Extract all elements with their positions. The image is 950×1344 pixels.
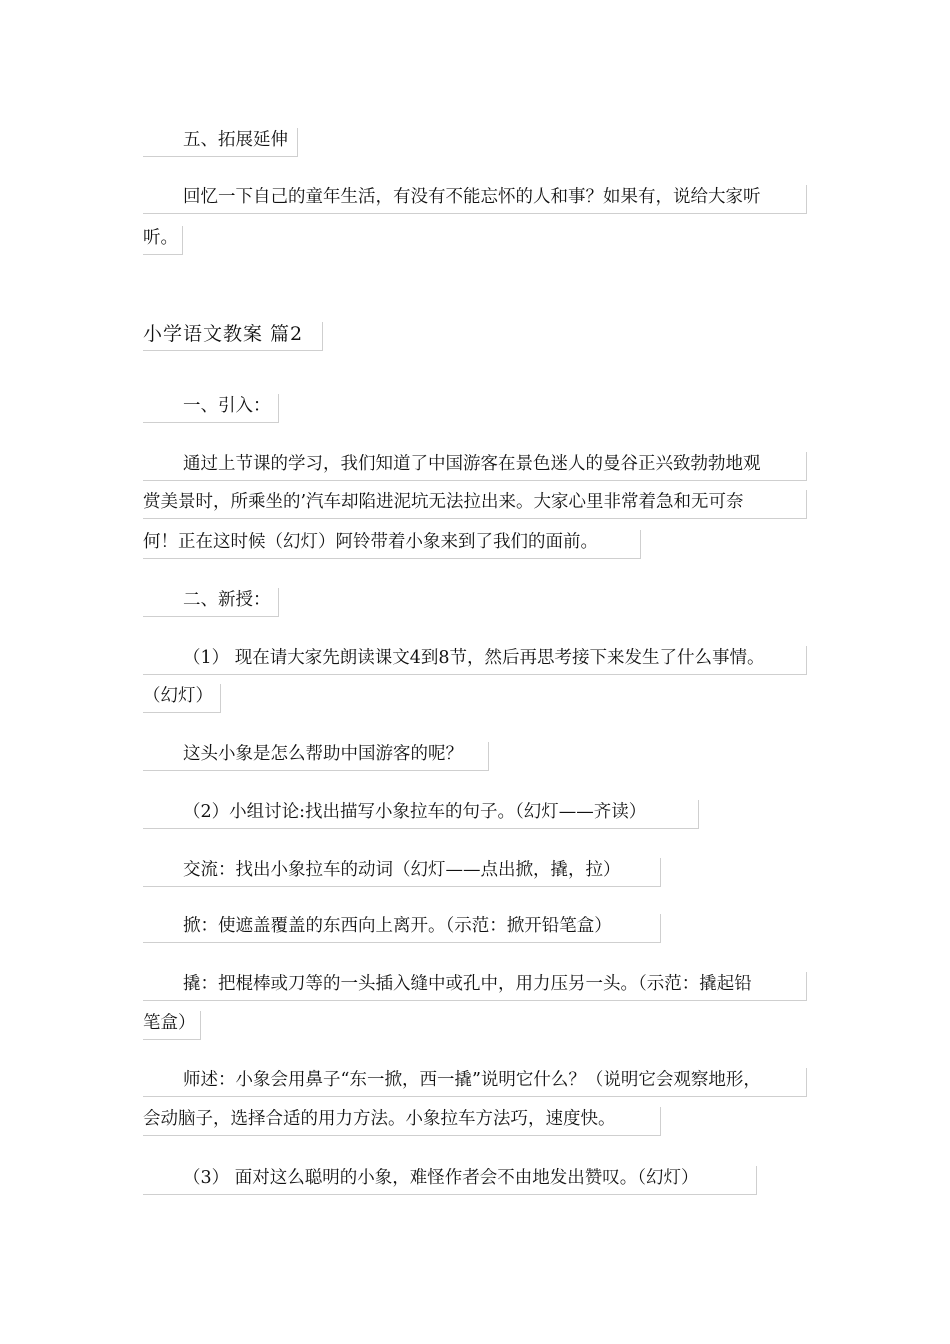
paragraph-line: 撬：把棍棒或刀等的一头插入缝中或孔中，用力压另一头。（示范：撬起铅	[143, 972, 807, 1001]
paragraph-line: 掀：使遮盖覆盖的东西向上离开。（示范：掀开铅笔盒）	[143, 914, 661, 943]
paragraph-line: 交流：找出小象拉车的动词（幻灯——点出掀，撬，拉）	[143, 858, 661, 887]
paragraph-line: 通过上节课的学习，我们知道了中国游客在景色迷人的曼谷正兴致勃勃地观	[143, 452, 807, 481]
section-heading-introduction: 一、引入：	[143, 394, 279, 423]
lesson-title: 小学语文教案 篇2	[143, 322, 323, 351]
paragraph-line: 回忆一下自己的童年生活，有没有不能忘怀的人和事？如果有，说给大家听	[143, 185, 807, 214]
paragraph-line: （1） 现在请大家先朗读课文4到8节，然后再思考接下来发生了什么事情。	[143, 646, 807, 675]
paragraph-line: 会动脑子，选择合适的用力方法。小象拉车方法巧，速度快。	[143, 1107, 661, 1136]
paragraph-line: 赏美景时，所乘坐的’汽车却陷进泥坑无法拉出来。大家心里非常着急和无可奈	[143, 490, 807, 519]
section-heading-new-lesson: 二、新授：	[143, 588, 279, 617]
paragraph-line: 何！正在这时候（幻灯）阿铃带着小象来到了我们的面前。	[143, 530, 641, 559]
paragraph-line: 师述：小象会用鼻子“东一掀，西一撬”说明它什么？（说明它会观察地形，	[143, 1068, 807, 1097]
paragraph-line: （3） 面对这么聪明的小象，难怪作者会不由地发出赞叹。（幻灯）	[143, 1166, 757, 1195]
paragraph-line: 听。	[143, 226, 183, 255]
paragraph-line: （幻灯）	[143, 684, 221, 713]
paragraph-line: 这头小象是怎么帮助中国游客的呢？	[143, 742, 489, 771]
paragraph-line: （2）小组讨论:找出描写小象拉车的句子。（幻灯——齐读）	[143, 800, 699, 829]
section-heading-extension: 五、拓展延伸	[143, 128, 298, 157]
paragraph-line: 笔盒）	[143, 1011, 201, 1040]
